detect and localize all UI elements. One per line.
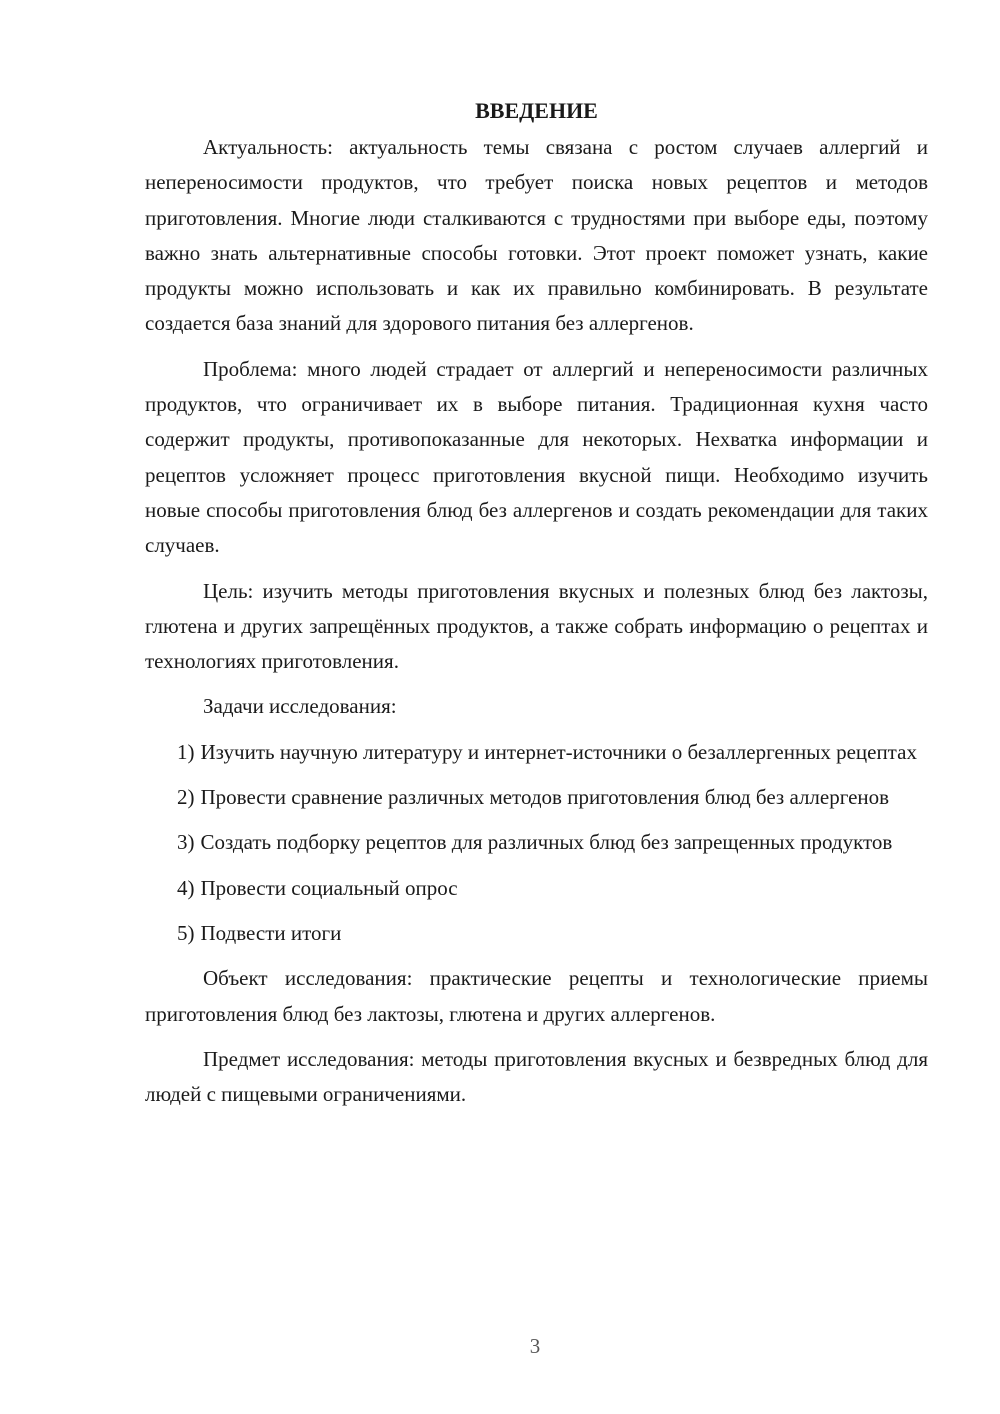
- task-number: 3): [177, 830, 195, 855]
- page-title: ВВЕДЕНИЕ: [475, 98, 598, 123]
- task-text: Создать подборку рецептов для различных блюд без запрещенных продуктов: [200, 830, 893, 855]
- document-page: [145, 96, 928, 1122]
- task-text: Провести сравнение различных методов приготовления блюд без аллергенов: [200, 785, 890, 810]
- problem-paragraph: Проблема: много людей страдает от аллергий и непереносимости различных продуктов, что ограничивает их в выборе питания. Традиционная кухня часто содержит продукты, противопоказанные для некоторых. Нехватка информации и рецептов усложняет процесс приготовления вкусной пищи. Необходимо изучить новые способы приготовления блюд без аллергенов и создать рекомендации для таких случаев.: [145, 356, 928, 558]
- task-text: Провести социальный опрос: [200, 875, 458, 900]
- list-item: [145, 780, 928, 815]
- list-item: [145, 825, 928, 860]
- task-text: Подвести итоги: [200, 920, 342, 945]
- tasks-intro: Задачи исследования:: [203, 694, 397, 719]
- list-item: [145, 735, 928, 770]
- object-paragraph: Объект исследования: практические рецепты и технологические приемы приготовления блюд без лактозы, глютена и других аллергенов.: [145, 966, 928, 1026]
- task-text: Изучить научную литературу и интернет-источники о безаллергенных рецептах: [200, 739, 917, 764]
- goal-paragraph: Цель: изучить методы приготовления вкусных и полезных блюд без лактозы, глютена и других запрещённых продуктов, а также собрать информацию о рецептах и технологиях приготовления.: [145, 578, 928, 674]
- task-number: 2): [177, 785, 195, 810]
- page-number: 3: [529, 1334, 541, 1358]
- subject-paragraph: Предмет исследования: методы приготовления вкусных и безвредных блюд для людей с пищевыми ограничениями.: [145, 1046, 928, 1107]
- list-item: [145, 916, 928, 951]
- list-item: [145, 871, 928, 906]
- task-number: 1): [177, 739, 195, 764]
- task-number: 5): [177, 920, 195, 945]
- relevance-paragraph: Актуальность: актуальность темы связана с ростом случаев аллергий и непереносимости продуктов, что требует поиска новых рецептов и методов приготовления. Многие люди сталкиваются с трудностями при выборе еды, поэтому важно знать альтернативные способы готовки. Этот проект поможет узнать, какие продукты можно использовать и как их правильно комбинировать. В результате создается база знаний для здорового питания без аллергенов.: [145, 135, 928, 336]
- tasks-list: [145, 735, 928, 951]
- task-number: 4): [177, 875, 195, 900]
